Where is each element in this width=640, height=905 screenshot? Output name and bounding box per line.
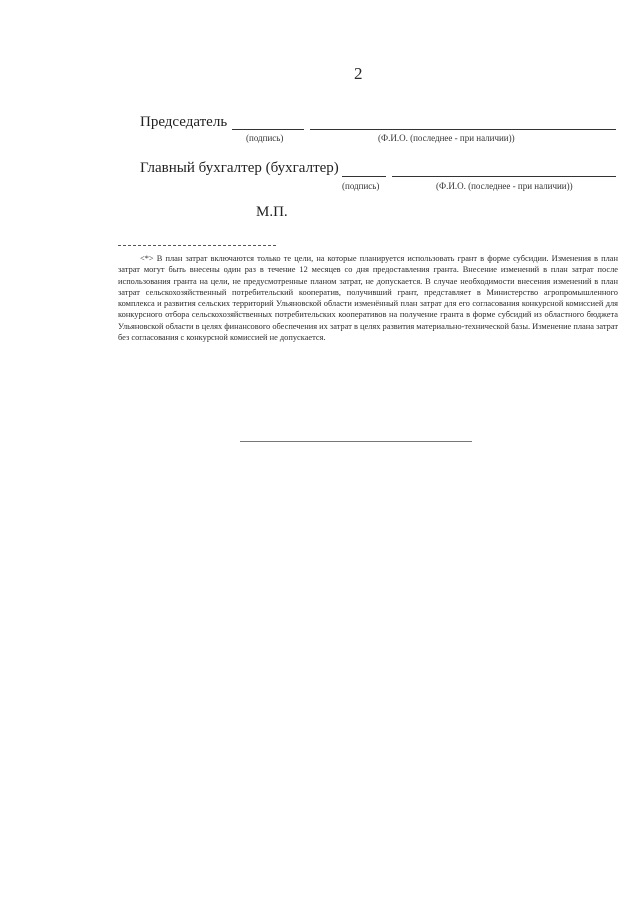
accountant-name-caption: (Ф.И.О. (последнее - при наличии)) xyxy=(436,181,573,191)
accountant-label: Главный бухгалтер (бухгалтер) xyxy=(140,160,339,176)
closing-line xyxy=(240,441,472,442)
footnote-text: <*> В план затрат включаются только те цели, на которые планируется использовать грант в форме субсидии. Изменения в план затрат могут быть внесены один раз в течение 12 месяцев со дня предоставления гранта. Внесение изменений в план затрат после использования гранта на цели, не предусмотренные планом затрат, не допускается. В случае необходимости внесения изменений в план затрат сельскохозяйственный потребительский кооператив, получивший грант, представляет в Министерство агропромышленного комплекса и развития сельских территорий Ульяновской области изменённый план затрат для его согласования конкурсной комиссией для конкурсного отбора сельскохозяйственных потребительских кооперативов на получение гранта в форме субсидий из областного бюджета Ульяновской области в целях финансового обеспечения их затрат в целях развития материально-технической базы. Изменение плана затрат без согласования с конкурсной комиссией не допускается. xyxy=(118,254,618,343)
stamp-place: М.П. xyxy=(256,204,288,220)
accountant-name-line xyxy=(392,176,616,177)
chairman-label: Председатель xyxy=(140,114,228,130)
footnote-separator xyxy=(118,245,276,246)
chairman-signature-line xyxy=(232,129,304,130)
chairman-signature-caption: (подпись) xyxy=(246,133,284,143)
accountant-signature-caption: (подпись) xyxy=(342,181,380,191)
accountant-signature-line xyxy=(342,176,386,177)
page-number: 2 xyxy=(354,64,363,83)
chairman-name-line xyxy=(310,129,616,130)
chairman-name-caption: (Ф.И.О. (последнее - при наличии)) xyxy=(378,133,515,143)
